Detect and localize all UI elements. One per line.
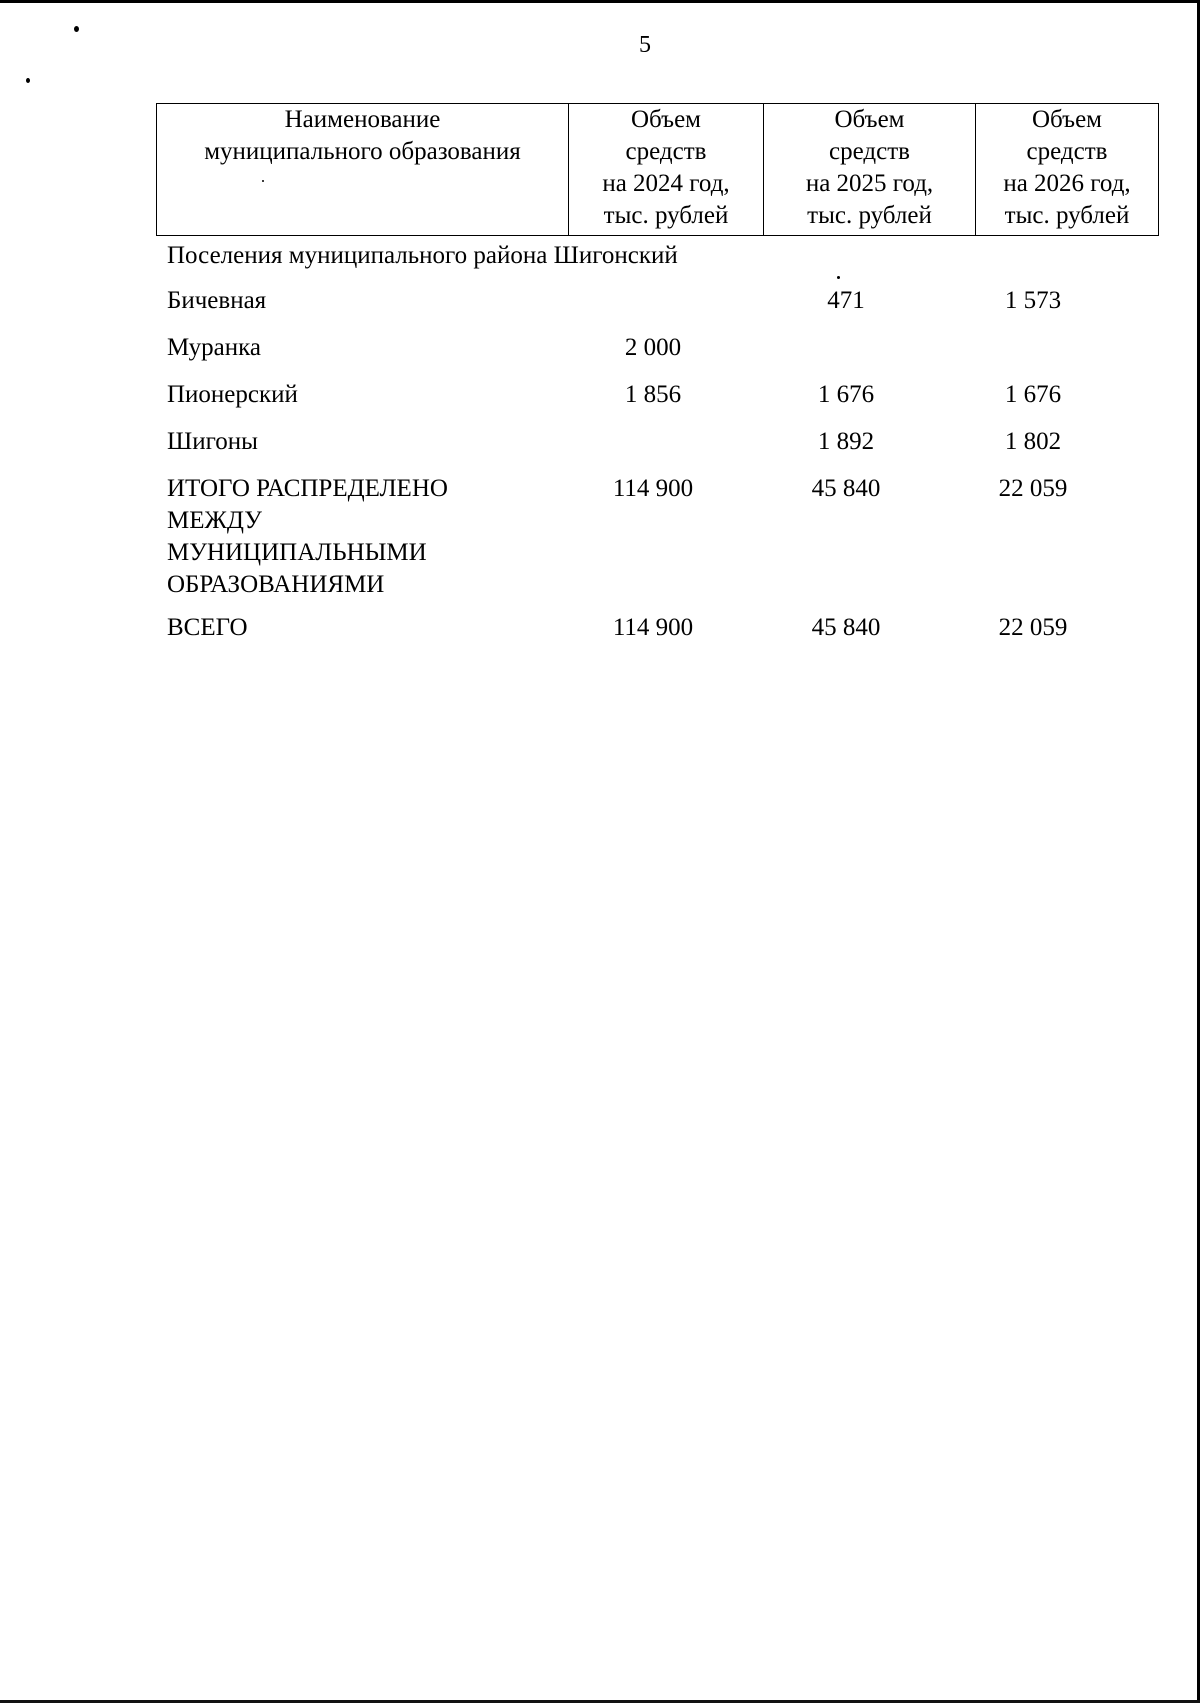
row-value-2025: 45 840: [811, 614, 881, 641]
row-value-2024: 1 856: [624, 381, 682, 408]
row-value-2026: 1 802: [1004, 428, 1062, 455]
header-volume-2026: Объем средств на 2026 год, тыс. рублей: [976, 104, 1159, 236]
row-value-2024: 114 900: [612, 475, 694, 502]
row-value-2025: 1 892: [817, 428, 875, 455]
table-header: [156, 103, 1159, 236]
scan-speck: [837, 276, 840, 279]
row-value-2024: 114 900: [612, 614, 694, 641]
row-name: Шигоны: [167, 428, 258, 455]
row-name: Муранка: [167, 334, 261, 361]
row-name: ВСЕГО: [167, 614, 248, 641]
row-name: ИТОГО РАСПРЕДЕЛЕНО МЕЖДУ МУНИЦИПАЛЬНЫМИ ОБРАЗОВАНИЯМИ: [167, 475, 448, 598]
header-municipality: Наименование муниципального образования: [157, 104, 569, 236]
row-name: Бичевная: [167, 287, 267, 314]
row-value-2025: 1 676: [817, 381, 875, 408]
row-value-2026: 1 573: [1004, 287, 1062, 314]
header-volume-2025: Объем средств на 2025 год, тыс. рублей: [764, 104, 976, 236]
row-value-2026: 22 059: [998, 475, 1068, 502]
scan-speck: [26, 78, 30, 83]
page-number: 5: [639, 32, 651, 58]
section-title: Поселения муниципального района Шигонский: [167, 242, 678, 269]
header-volume-2024: Объем средств на 2024 год, тыс. рублей: [569, 104, 764, 236]
row-value-2026: 1 676: [1004, 381, 1062, 408]
row-value-2024: 2 000: [624, 334, 682, 361]
row-value-2025: 471: [827, 287, 865, 314]
page-border-top: [0, 0, 1200, 3]
row-value-2025: 45 840: [811, 475, 881, 502]
row-value-2026: 22 059: [998, 614, 1068, 641]
row-name: Пионерский: [167, 381, 298, 408]
